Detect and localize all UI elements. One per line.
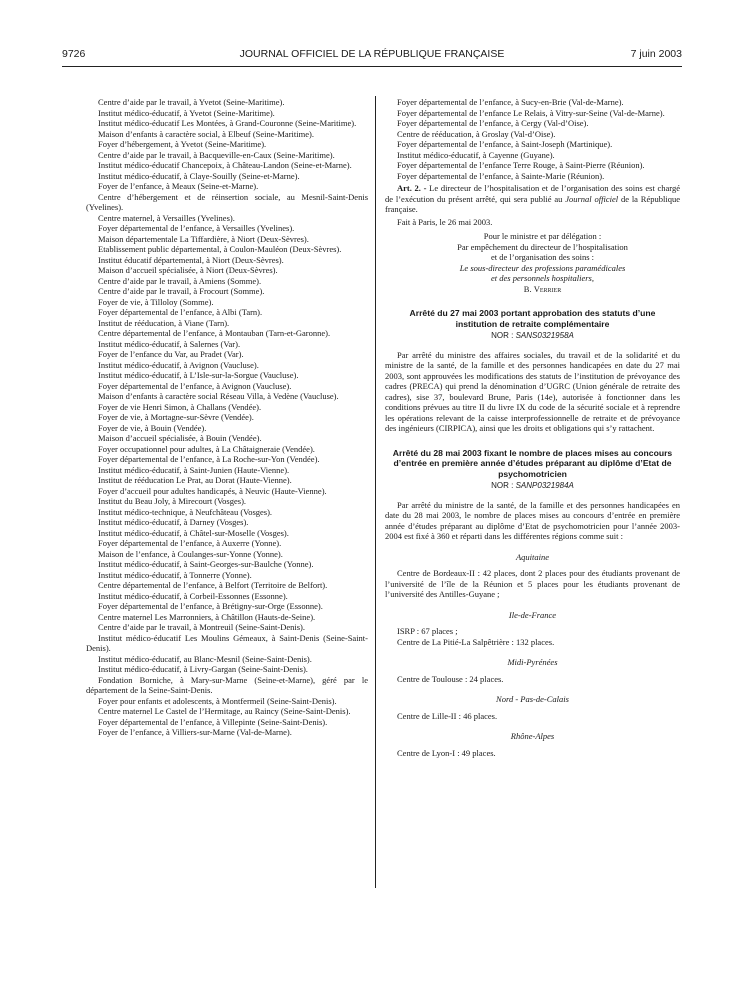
region-heading: Rhône-Alpes (510, 731, 555, 741)
journal-officiel-italic: Journal officiel (565, 193, 619, 204)
article-2-text: Le directeur de l’hospitalisation et de l’organisation des soins est chargé de l’exécution du présent arrêté, qui sera publié au (385, 183, 681, 204)
establishment-entry: Foyer de l’enfance, à Meaux (Seine-et-Marne). (98, 181, 259, 191)
establishment-entry: Institut du Beau Joly, à Mirecourt (Vosges). (98, 496, 247, 506)
signature-line-5: et des personnels hospitaliers, (491, 273, 594, 283)
establishment-entry: Foyer d’accueil pour adultes handicapés, à Neuvic (Haute-Vienne). (98, 485, 327, 496)
signature-name (405, 284, 680, 295)
establishment-entry: Foyer de l’enfance du Var, au Pradet (Var). (98, 349, 244, 359)
establishment-entry: Fondation Borniche, à Mary-sur-Marne (Seine-et-Marne), géré par le département de la Seine-Saint-Denis. (86, 674, 368, 695)
journal-title: JOURNAL OFFICIEL DE LA RÉPUBLIQUE FRANÇAISE (239, 48, 505, 60)
column-divider (375, 96, 376, 888)
establishment-entry: Centre d’hébergement et de réinsertion sociale, au Mesnil-Saint-Denis (Yvelines). (86, 191, 368, 212)
establishment-entry: Centre départemental de l’enfance, à Montauban (Tarn-et-Garonne). (98, 328, 331, 338)
establishment-entry: Maison d’enfants à caractère social, à Elbeuf (Seine-Maritime). (98, 128, 314, 139)
signature-line-3: et de l’organisation des soins : (490, 252, 594, 262)
establishment-entry: Institut médico-éducatif, à Avignon (Vaucluse). (98, 359, 259, 370)
establishment-entry: Foyer départemental de l’enfance, à Sucy-en-Brie (Val-de-Marne). (397, 97, 624, 107)
nor-label: NOR : (491, 331, 516, 340)
establishment-entry: Institut de rééducation Le Prat, au Dorat (Haute-Vienne). (98, 475, 292, 485)
establishment-entry: Centre maternel, à Versailles (Yvelines). (98, 212, 235, 223)
article-2-label: Art. 2. - (397, 183, 427, 193)
establishment-entry: Maison d’enfants à caractère social Réseau Villa, à Vedène (Vaucluse). (98, 391, 339, 401)
establishment-entry: Foyer départemental de l’enfance, à Saint-Joseph (Martinique). (397, 139, 613, 149)
establishment-entry: Foyer de l’enfance, à Villiers-sur-Marne (Val-de-Marne). (98, 727, 292, 737)
establishment-entry: Foyer départemental de l’enfance, à Versailles (Yvelines). (98, 223, 295, 233)
establishment-entry: Institut médico-éducatif, à Yvetot (Seine-Maritime). (98, 107, 275, 118)
establishment-entry: Foyer occupationnel pour adultes, à La Châtaigneraie (Vendée). (98, 443, 315, 454)
signature-line-1: Pour le ministre et par délégation : (483, 231, 602, 241)
establishment-entry: Maison départementale La Tiffardière, à Niort (Deux-Sèvres). (98, 233, 309, 244)
establishment-entry: Foyer départemental de l’enfance Terre Rouge, à Saint-Pierre (Réunion). (397, 160, 645, 170)
establishment-entry: Institut médico-éducatif, à Darney (Vosges). (98, 517, 249, 527)
arrete-2-body: Par arrêté du ministre de la santé, de la famille et des personnes handicapées en date du 28 mai 2003, le nombre de places mises au concours d’entrée en première année d’études préparant au diplôme d’Etat de psychomotricien pour l’année 2003-2004 est fixé à 360 et réparti dans les différentes régions comme suit : (385, 499, 680, 541)
region-allocation: Centre de Lyon-I : 49 places. (397, 747, 496, 758)
establishment-entry: Foyer départemental de l’enfance Le Relais, à Vitry-sur-Seine (Val-de-Marne). (397, 107, 665, 118)
establishment-entry: Maison d’accueil spécialisée, à Bouin (Vendée). (98, 433, 262, 443)
establishment-entry: Institut médico-éducatif, à Claye-Souilly (Seine-et-Marne). (98, 170, 300, 181)
establishment-entry: Foyer départemental de l’enfance, à Cergy (Val-d’Oise). (397, 118, 589, 128)
article-2 (385, 183, 680, 215)
signature-initial: B. (523, 283, 534, 294)
arrete-1-title: Arrêté du 27 mai 2003 portant approbation des statuts d’une institution de retraite complémentaire (409, 308, 656, 329)
establishment-entry: Institut médico-technique, à Neufchâteau (Vosges). (98, 506, 273, 517)
region-allocation: Centre de La Pitié-La Salpêtrière : 132 places. (397, 636, 555, 647)
establishment-entry: Institut médico-éducatif Les Montées, à Grand-Couronne (Seine-Maritime). (98, 118, 357, 128)
establishment-entry: Foyer départemental de l’enfance, à Avignon (Vaucluse). (98, 380, 292, 391)
region-list (385, 542, 680, 759)
establishment-entry: Centre maternel Le Castel de l’Hermitage, au Raincy (Seine-Saint-Denis). (98, 706, 351, 716)
arrete-1-body: Par arrêté du ministre des affaires sociales, du travail et de la solidarité et du ministre de la santé, de la famille et des personnes handicapées en date du 27 mai 2003, sont approuvées les modifications des statuts de l’institution de prévoyance des cadres (PRECA) qui prend la dénomination d’UGRC (Union générale de retraite des cadres), sise 37, boulevard Brune, Paris (14e), autorisée à fonctionner dans les conditions prévues au titre II du livre IX du code de la sécurité sociale et à reprendre les opérations relevant de la caisse interprofessionnelle de retraite et de prévoyance des ingénieurs (CIRPICA), ainsi que les droits et obligations qui s’y rattachent. (385, 349, 680, 433)
establishment-entry: Institut médico-éducatif, à Salernes (Var). (98, 338, 241, 349)
establishment-entry: Institut médico-éducatif, à Livry-Gargan (Seine-Saint-Denis). (98, 664, 308, 674)
establishment-entry: Foyer pour enfants et adolescents, à Montfermeil (Seine-Saint-Denis). (98, 695, 337, 706)
establishment-entry: Foyer de vie, à Mortagne-sur-Sèvre (Vendée). (98, 412, 254, 422)
nor-ref: SANP0321984A (515, 481, 574, 490)
establishment-entry: Foyer départemental de l’enfance, à Albi (Tarn). (98, 307, 263, 317)
nor-label: NOR : (491, 481, 516, 490)
establishment-entry: Foyer départemental de l’enfance, à Sainte-Marie (Réunion). (397, 170, 605, 181)
establishment-entry: Foyer départemental de l’enfance, à Auxerre (Yonne). (98, 538, 282, 548)
page-number: 9726 (62, 48, 86, 60)
establishment-entry: Etablissement public départemental, à Coulon-Mauléon (Deux-Sèvres). (98, 244, 342, 254)
region-heading: Nord - Pas-de-Calais (496, 694, 569, 704)
establishment-entry: Institut médico-éducatif, à Châtel-sur-Moselle (Vosges). (98, 527, 289, 538)
header-rule (62, 66, 682, 67)
establishment-entry: Institut médico-éducatif, à Tonnerre (Yonne). (98, 569, 252, 580)
right-entry-list (385, 97, 680, 181)
establishment-entry: Centre d’aide par le travail, à Amiens (Somme). (98, 275, 262, 286)
establishment-entry: Institut médico-éducatif, à Saint-Georges-sur-Baulche (Yonne). (98, 559, 314, 569)
establishment-entry: Centre de rééducation, à Groslay (Val-d’Oise). (397, 128, 556, 139)
establishment-entry: Foyer de vie Henri Simon, à Challans (Vendée). (98, 401, 262, 412)
arrete-1-nor (385, 331, 680, 342)
right-column (385, 97, 680, 758)
arrete-2-nor (385, 481, 680, 492)
region-heading: Midi-Pyrénées (507, 657, 558, 667)
establishment-entry: Institut médico-éducatif, au Blanc-Mesnil (Seine-Saint-Denis). (98, 653, 312, 664)
establishment-entry: Institut éducatif départemental, à Niort (Deux-Sèvres). (98, 254, 284, 265)
establishment-entry: Centre maternel Les Marronniers, à Châtillon (Hauts-de-Seine). (98, 611, 316, 622)
establishment-entry: Foyer de vie, à Bouin (Vendée). (98, 422, 207, 433)
article-2-text-end: de la République française. (385, 193, 680, 214)
establishment-entry: Foyer départemental de l’enfance, à La Roche-sur-Yon (Vendée). (98, 454, 320, 464)
region-allocation: Centre de Bordeaux-II : 42 places, dont 2 places pour des étudiants provenant de l’université de l’île de la Réunion et 5 places pour les étudiants provenant de l’université des Antilles-Guyane ; (385, 568, 680, 599)
left-column (86, 97, 368, 738)
establishment-entry: Foyer d’hébergement, à Yvetot (Seine-Maritime). (98, 139, 267, 149)
establishment-entry: Institut médico-éducatif, à Saint-Junien (Haute-Vienne). (98, 464, 290, 475)
arrete-2-title: Arrêté du 28 mai 2003 fixant le nombre de places mises au concours d’entrée en première année d’études préparant au diplôme d’Etat de psychomotricien (392, 447, 673, 479)
signature-surname: Verrier (533, 283, 562, 294)
region-heading: Ile-de-France (508, 609, 557, 620)
establishment-entry: Foyer départemental de l’enfance, à Villepinte (Seine-Saint-Denis). (98, 716, 328, 727)
establishment-entry: Foyer de vie, à Tilloloy (Somme). (98, 296, 214, 307)
region-allocation: Centre de Lille-II : 46 places. (397, 710, 498, 721)
establishment-entry: Centre d’aide par le travail, à Bacqueville-en-Caux (Seine-Maritime). (98, 149, 335, 160)
fait-a-paris: Fait à Paris, le 26 mai 2003. (397, 216, 493, 227)
establishment-entry: Foyer départemental de l’enfance, à Brétigny-sur-Orge (Essonne). (98, 601, 323, 611)
nor-ref: SANS0321958A (515, 331, 574, 340)
establishment-entry: Institut médico-éducatif, à Cayenne (Guyane). (397, 149, 555, 160)
establishment-entry: Maison d’accueil spécialisée, à Niort (Deux-Sèvres). (98, 265, 278, 275)
establishment-entry: Centre départemental de l’enfance, à Belfort (Territoire de Belfort). (98, 580, 328, 590)
region-allocation: Centre de Toulouse : 24 places. (397, 673, 504, 684)
region-allocation: ISRP : 67 places ; (397, 626, 458, 636)
establishment-entry: Maison de l’enfance, à Coulanges-sur-Yonne (Yonne). (98, 548, 283, 559)
establishment-entry: Centre d’aide par le travail, à Frocourt (Somme). (98, 286, 265, 296)
page-header (62, 48, 682, 66)
signature-block (385, 231, 680, 294)
signature-line-2: Par empêchement du directeur de l’hospitalisation (457, 241, 628, 252)
establishment-entry: Centre d’aide par le travail, à Yvetot (Seine-Maritime). (98, 97, 285, 107)
signature-line-4: Le sous-directeur des professions paramédicales (459, 262, 626, 273)
issue-date: 7 juin 2003 (630, 48, 682, 60)
establishment-entry: Institut médico-éducatif, à L’Isle-sur-la-Sorgue (Vaucluse). (98, 370, 299, 380)
region-heading: Aquitaine (515, 551, 550, 562)
establishment-entry: Centre d’aide par le travail, à Montreuil (Seine-Saint-Denis). (98, 622, 305, 632)
establishment-entry: Institut médico-éducatif Chancepoix, à Château-Landon (Seine-et-Marne). (98, 160, 352, 170)
establishment-entry: Institut médico-éducatif Les Moulins Gémeaux, à Saint-Denis (Seine-Saint-Denis). (86, 632, 368, 653)
establishment-entry: Institut médico-éducatif, à Corbeil-Essonnes (Essonne). (98, 590, 288, 601)
establishment-entry: Institut de rééducation, à Viane (Tarn). (98, 317, 230, 328)
